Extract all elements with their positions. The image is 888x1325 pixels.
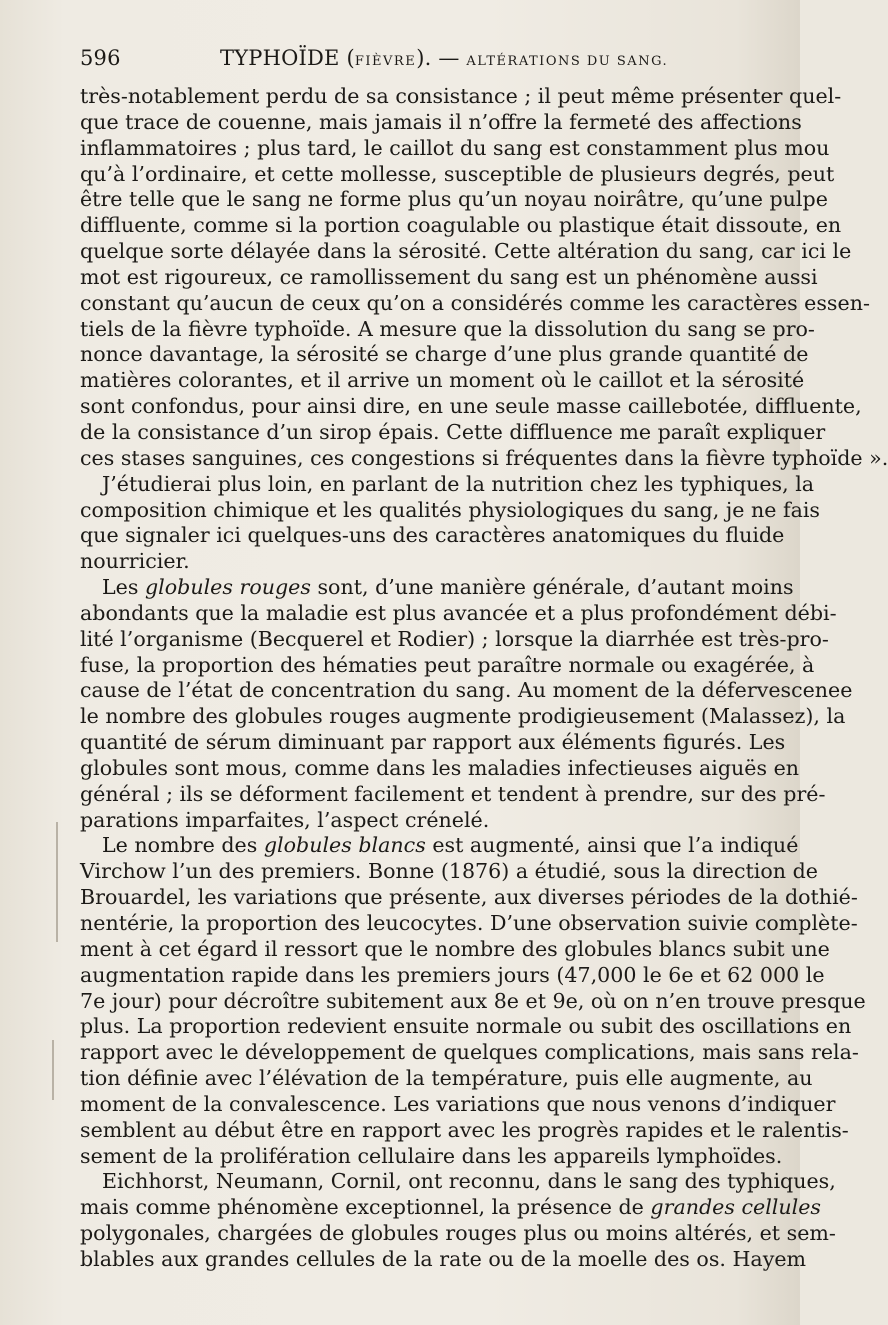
text-line: de la consistance d’un sirop épais. Cette diffluence me paraît expliquer: [80, 419, 826, 444]
text-line: le nombre des globules rouges augmente prodigieusement (Malassez), la: [80, 704, 846, 729]
text-line: qu’à l’ordinaire, et cette mollesse, susceptible de plusieurs degrés, peut: [80, 161, 835, 186]
text-line: diffluente, comme si la portion coagulable ou plastique était dissoute, en: [80, 213, 842, 238]
text-line: quelque sorte délayée dans la sérosité. Cette altération du sang, car ici le: [80, 239, 852, 264]
text-line: général ; ils se déforment facilement et tendent à prendre, sur des pré-: [80, 781, 826, 806]
text-line: mot est rigoureux, ce ramollissement du sang est un phénomène aussi: [80, 264, 818, 289]
running-header: [80, 46, 748, 76]
text-line: Les globules rouges sont, d’une manière générale, d’autant moins: [102, 575, 794, 600]
text-line: nourricier.: [80, 549, 190, 574]
text-line: ces stases sanguines, ces congestions si fréquentes dans la fièvre typhoïde ».: [80, 445, 888, 470]
text-line: rapport avec le développement de quelques complications, mais sans rela-: [80, 1040, 859, 1065]
text-line: nonce davantage, la sérosité se charge d’une plus grande quantité de: [80, 342, 809, 367]
text-line: globules sont mous, comme dans les maladies infectieuses aiguës en: [80, 755, 800, 780]
text-line: Eichhorst, Neumann, Cornil, ont reconnu, dans le sang des typhiques,: [102, 1169, 836, 1194]
text-line: tiels de la fièvre typhoïde. A mesure que la dissolution du sang se pro-: [80, 316, 815, 341]
text-line: 7e jour) pour décroître subitement aux 8e et 9e, où on n’en trouve presque: [80, 988, 866, 1013]
text-line: lité l’organisme (Becquerel et Rodier) ; lorsque la diarrhée est très-pro-: [80, 626, 829, 651]
text-line: quantité de sérum diminuant par rapport aux éléments figurés. Les: [80, 730, 786, 755]
running-title: TYPHOÏDE (FIÈVRE). — ALTÉRATIONS DU SANG.: [220, 46, 669, 70]
text-line: être telle que le sang ne forme plus qu’un noyau noirâtre, qu’une pulpe: [80, 187, 828, 212]
emphasis-term: grandes cellules: [650, 1195, 821, 1220]
text-line: composition chimique et les qualités physiologiques du sang, je ne fais: [80, 497, 820, 522]
text-line: inflammatoires ; plus tard, le caillot du sang est constamment plus mou: [80, 135, 830, 160]
text-line: parations imparfaites, l’aspect crénelé.: [80, 807, 490, 832]
text-line: cause de l’état de concentration du sang. Au moment de la défervescenee: [80, 678, 853, 703]
page-number: 596: [80, 46, 121, 70]
text-line: nentérie, la proportion des leucocytes. D’une observation suivie complète-: [80, 911, 858, 935]
text-line: que trace de couenne, mais jamais il n’offre la fermeté des affections: [80, 109, 802, 134]
margin-pencil-mark: [56, 822, 58, 942]
text-line: constant qu’aucun de ceux qu’on a considérés comme les caractères essen-: [80, 290, 870, 315]
text-line: plus. La proportion redevient ensuite normale ou subit des oscillations en: [80, 1014, 852, 1039]
text-line: sement de la prolifération cellulaire dans les appareils lymphoïdes.: [80, 1143, 783, 1168]
text-line: mais comme phénomène exceptionnel, la présence de grandes cellules: [80, 1195, 821, 1220]
text-line: abondants que la maladie est plus avancée et a plus profondément débi-: [80, 600, 837, 625]
text-line: tion définie avec l’élévation de la température, puis elle augmente, au: [80, 1066, 813, 1091]
text-line: que signaler ici quelques-uns des caractères anatomiques du fluide: [80, 523, 785, 548]
text-line: Brouardel, les variations que présente, aux diverses périodes de la dothié-: [80, 885, 858, 910]
text-line: ment à cet égard il ressort que le nombre des globules blancs subit une: [80, 936, 830, 961]
body-text: [80, 84, 888, 1273]
text-line: semblent au début être en rapport avec les progrès rapides et le ralentis-: [80, 1117, 849, 1142]
text-line: J’étudierai plus loin, en parlant de la nutrition chez les typhiques, la: [102, 471, 815, 496]
text-line: moment de la convalescence. Les variations que nous venons d’indiquer: [80, 1091, 836, 1116]
text-line: très-notablement perdu de sa consistance ; il peut même présenter quel-: [80, 84, 842, 108]
emphasis-term: globules blancs: [263, 833, 426, 858]
text-line: blables aux grandes cellules de la rate ou de la moelle des os. Hayem: [80, 1246, 807, 1271]
emphasis-term: globules rouges: [144, 575, 311, 600]
margin-pencil-mark: [52, 1040, 54, 1100]
text-line: fuse, la proportion des hématies peut paraître normale ou exagérée, à: [80, 652, 815, 677]
text-line: augmentation rapide dans les premiers jours (47,000 le 6e et 62 000 le: [80, 962, 825, 987]
text-line: sont confondus, pour ainsi dire, en une seule masse caillebotée, diffluente,: [80, 394, 862, 419]
text-line: matières colorantes, et il arrive un moment où le caillot et la sérosité: [80, 368, 805, 393]
text-line: Virchow l’un des premiers. Bonne (1876) a étudié, sous la direction de: [80, 859, 818, 884]
text-line: polygonales, chargées de globules rouges plus ou moins altérés, et sem-: [80, 1221, 836, 1246]
text-line: Le nombre des globules blancs est augmenté, ainsi que l’a indiqué: [102, 833, 799, 858]
